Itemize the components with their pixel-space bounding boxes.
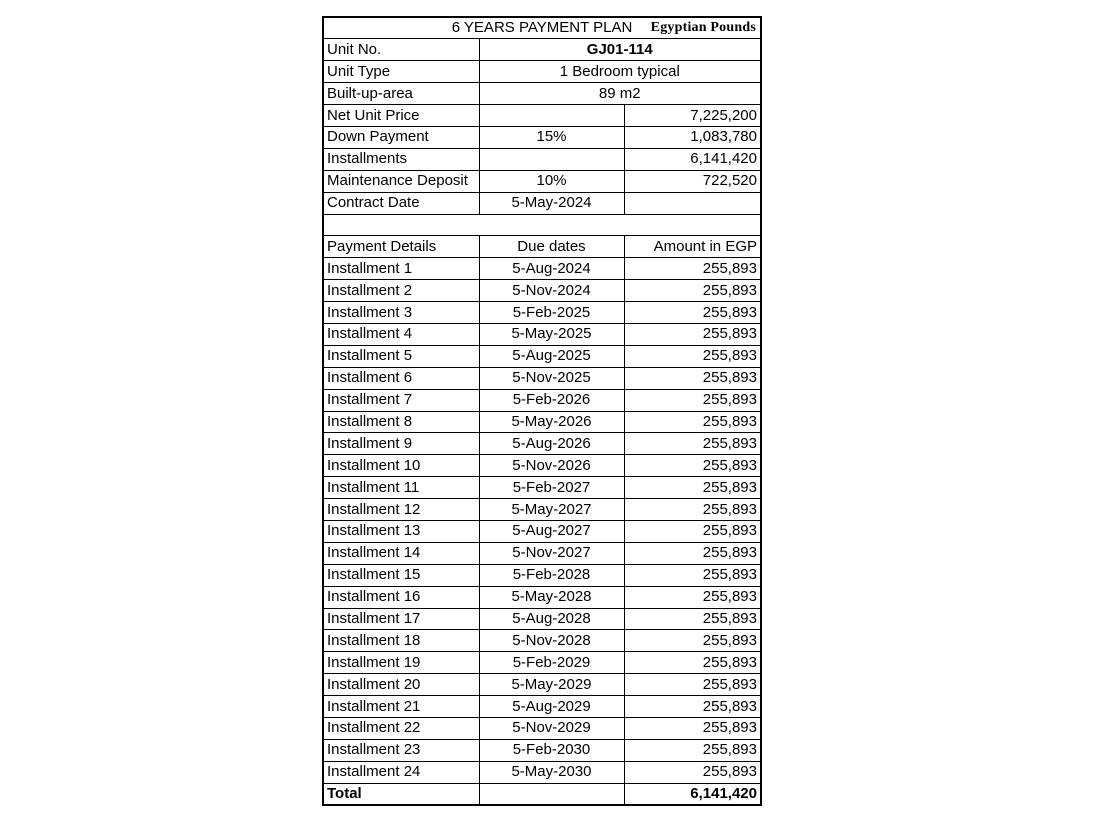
maintenance-percent: 10% [479, 170, 624, 192]
installment-amount: 255,893 [624, 345, 761, 367]
installment-due-date: 5-Aug-2027 [479, 520, 624, 542]
installment-amount: 255,893 [624, 477, 761, 499]
installment-label: Installment 7 [323, 389, 479, 411]
table-row-unit-type [323, 61, 761, 83]
installment-due-date: 5-Nov-2024 [479, 280, 624, 302]
contract-date-value: 5-May-2024 [479, 192, 624, 214]
info-label: Unit No. [323, 39, 479, 61]
installment-amount: 255,893 [624, 433, 761, 455]
table-row [323, 477, 761, 499]
installment-amount: 255,893 [624, 608, 761, 630]
installment-label: Installment 6 [323, 367, 479, 389]
installment-amount: 255,893 [624, 564, 761, 586]
table-row-unit-no [323, 39, 761, 61]
installment-label: Installment 10 [323, 455, 479, 477]
table-row [323, 433, 761, 455]
installment-amount: 255,893 [624, 302, 761, 324]
installment-due-date: 5-Feb-2029 [479, 652, 624, 674]
installment-amount: 255,893 [624, 761, 761, 783]
installment-due-date: 5-Nov-2025 [479, 367, 624, 389]
schedule-header-row [323, 236, 761, 258]
installment-label: Installment 21 [323, 696, 479, 718]
table-row-maintenance-deposit [323, 170, 761, 192]
installment-amount: 255,893 [624, 739, 761, 761]
total-amount: 6,141,420 [624, 783, 761, 805]
installment-due-date: 5-Feb-2026 [479, 389, 624, 411]
info-label: Down Payment [323, 126, 479, 148]
table-row [323, 499, 761, 521]
unit-no-value: GJ01-114 [479, 39, 761, 61]
info-label: Installments [323, 148, 479, 170]
installment-due-date: 5-Nov-2028 [479, 630, 624, 652]
installment-amount: 255,893 [624, 499, 761, 521]
installment-label: Installment 5 [323, 345, 479, 367]
installment-amount: 255,893 [624, 696, 761, 718]
installment-amount: 255,893 [624, 258, 761, 280]
info-section [323, 17, 761, 258]
table-row [323, 564, 761, 586]
table-row [323, 411, 761, 433]
installment-amount: 255,893 [624, 389, 761, 411]
info-label: Unit Type [323, 61, 479, 83]
table-row [323, 258, 761, 280]
installment-due-date: 5-Feb-2030 [479, 739, 624, 761]
installment-label: Installment 16 [323, 586, 479, 608]
column-header-payment-details: Payment Details [323, 236, 479, 258]
installment-label: Installment 24 [323, 761, 479, 783]
table-row [323, 542, 761, 564]
installment-amount: 255,893 [624, 586, 761, 608]
info-label: Net Unit Price [323, 105, 479, 127]
installment-label: Installment 4 [323, 323, 479, 345]
installment-due-date: 5-Aug-2025 [479, 345, 624, 367]
installment-due-date: 5-May-2030 [479, 761, 624, 783]
installment-amount: 255,893 [624, 652, 761, 674]
info-label: Contract Date [323, 192, 479, 214]
table-row [323, 674, 761, 696]
installment-label: Installment 20 [323, 674, 479, 696]
installment-label: Installment 12 [323, 499, 479, 521]
installment-label: Installment 11 [323, 477, 479, 499]
schedule-body [323, 258, 761, 783]
table-row [323, 652, 761, 674]
empty-cell [624, 192, 761, 214]
installment-label: Installment 1 [323, 258, 479, 280]
currency-label: Egyptian Pounds [650, 20, 756, 36]
table-row [323, 302, 761, 324]
installment-label: Installment 17 [323, 608, 479, 630]
table-row-net-unit-price [323, 105, 761, 127]
installment-label: Installment 14 [323, 542, 479, 564]
table-row [323, 761, 761, 783]
installment-due-date: 5-Feb-2028 [479, 564, 624, 586]
installment-amount: 255,893 [624, 520, 761, 542]
maintenance-amount: 722,520 [624, 170, 761, 192]
total-section [323, 783, 761, 805]
installment-label: Installment 22 [323, 718, 479, 740]
table-row [323, 718, 761, 740]
installment-label: Installment 9 [323, 433, 479, 455]
table-row [323, 520, 761, 542]
empty-cell [479, 783, 624, 805]
table-row-contract-date [323, 192, 761, 214]
installment-due-date: 5-Aug-2029 [479, 696, 624, 718]
total-row [323, 783, 761, 805]
installment-amount: 255,893 [624, 542, 761, 564]
installment-due-date: 5-Feb-2027 [479, 477, 624, 499]
installment-label: Installment 23 [323, 739, 479, 761]
installment-amount: 255,893 [624, 367, 761, 389]
table-row [323, 455, 761, 477]
table-row [323, 280, 761, 302]
table-row [323, 389, 761, 411]
spacer-cell [323, 214, 761, 236]
installment-due-date: 5-May-2028 [479, 586, 624, 608]
installment-amount: 255,893 [624, 323, 761, 345]
installments-amount: 6,141,420 [624, 148, 761, 170]
down-payment-percent: 15% [479, 126, 624, 148]
payment-plan-sheet [322, 16, 762, 806]
info-mid-value [479, 148, 624, 170]
spacer-row [323, 214, 761, 236]
unit-type-value: 1 Bedroom typical [479, 61, 761, 83]
down-payment-amount: 1,083,780 [624, 126, 761, 148]
installment-label: Installment 18 [323, 630, 479, 652]
installment-due-date: 5-May-2027 [479, 499, 624, 521]
installment-amount: 255,893 [624, 674, 761, 696]
installment-label: Installment 3 [323, 302, 479, 324]
info-label: Built-up-area [323, 83, 479, 105]
table-row-down-payment [323, 126, 761, 148]
installment-due-date: 5-Aug-2026 [479, 433, 624, 455]
installment-label: Installment 2 [323, 280, 479, 302]
column-header-due-dates: Due dates [479, 236, 624, 258]
installment-due-date: 5-May-2029 [479, 674, 624, 696]
installment-amount: 255,893 [624, 455, 761, 477]
installment-amount: 255,893 [624, 411, 761, 433]
title-row [323, 17, 761, 39]
installment-due-date: 5-Nov-2026 [479, 455, 624, 477]
installment-label: Installment 19 [323, 652, 479, 674]
info-mid-value [479, 105, 624, 127]
installment-label: Installment 15 [323, 564, 479, 586]
installment-due-date: 5-May-2026 [479, 411, 624, 433]
table-row [323, 586, 761, 608]
installment-due-date: 5-Nov-2027 [479, 542, 624, 564]
built-up-area-value: 89 m2 [479, 83, 761, 105]
table-row [323, 367, 761, 389]
title-cell [323, 17, 761, 39]
table-row [323, 696, 761, 718]
installment-label: Installment 13 [323, 520, 479, 542]
installment-due-date: 5-Aug-2028 [479, 608, 624, 630]
installment-due-date: 5-May-2025 [479, 323, 624, 345]
net-unit-price-amount: 7,225,200 [624, 105, 761, 127]
installment-label: Installment 8 [323, 411, 479, 433]
payment-plan-table [322, 16, 762, 806]
column-header-amount: Amount in EGP [624, 236, 761, 258]
installment-amount: 255,893 [624, 718, 761, 740]
installment-amount: 255,893 [624, 630, 761, 652]
installment-due-date: 5-Feb-2025 [479, 302, 624, 324]
table-row [323, 739, 761, 761]
table-row [323, 608, 761, 630]
table-row-built-up-area [323, 83, 761, 105]
installment-due-date: 5-Aug-2024 [479, 258, 624, 280]
table-row [323, 345, 761, 367]
table-row [323, 630, 761, 652]
table-row [323, 323, 761, 345]
table-row-installments-total [323, 148, 761, 170]
installment-amount: 255,893 [624, 280, 761, 302]
installment-due-date: 5-Nov-2029 [479, 718, 624, 740]
total-label: Total [323, 783, 479, 805]
page-title: 6 YEARS PAYMENT PLAN [451, 19, 633, 37]
info-label: Maintenance Deposit [323, 170, 479, 192]
